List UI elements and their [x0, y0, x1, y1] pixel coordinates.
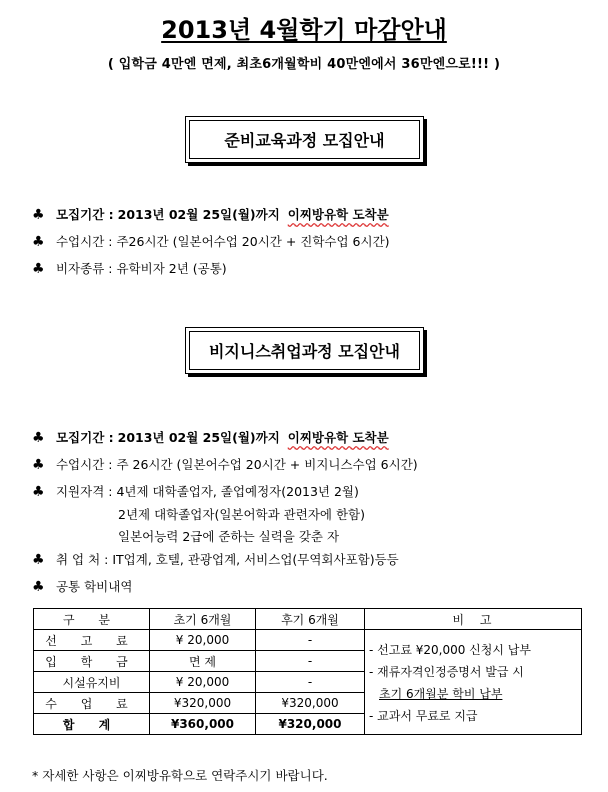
section2-bullet-4: ♣ 취 업 처 : IT업계, 호텔, 관광업계, 서비스업(무역회사포함)등등	[32, 552, 399, 568]
table-row: 입 학 금 면 제 -	[34, 651, 582, 672]
remarks-cell: - 선고료 ¥20,000 신청시 납부 - 재류자격인정증명서 발급 시 초기 6개월분 학비 납부 - 교과서 무료로 지급	[365, 630, 582, 735]
section2-heading-box	[185, 327, 424, 374]
qualification-line-3: 일본어능력 2급에 준하는 실력을 갖춘 자	[118, 529, 340, 544]
club-icon: ♣	[32, 261, 45, 277]
club-icon: ♣	[32, 579, 45, 595]
section1-bullet-3: ♣ 비자종류 : 유학비자 2년 (공통)	[32, 261, 227, 277]
section2-heading: 비지니스취업과정 모집안내	[208, 342, 401, 361]
qualification-line-2: 2년제 대학졸업자(일본어학과 관련자에 한함)	[118, 507, 365, 522]
table-row: 시설유지비 ¥ 20,000 -	[34, 672, 582, 693]
section2-bullet-2: ♣ 수업시간 : 주 26시간 (일본어수업 20시간 + 비지니스수업 6시간)	[32, 457, 418, 473]
tuition-table	[33, 608, 582, 735]
section1-bullet-1: ♣ 모집기간 : 2013년 02월 25일(월)까지 이찌방유학 도착분	[32, 207, 389, 223]
page-title: 2013년 4월학기 마감안내	[161, 16, 447, 44]
page-subtitle: ( 입학금 4만엔 면제, 최초6개월학비 40만엔에서 36만엔으로!!! )	[107, 57, 501, 72]
club-icon: ♣	[32, 430, 45, 446]
table-total-row: 합 계 ¥360,000 ¥320,000	[34, 714, 582, 735]
club-icon: ♣	[32, 484, 45, 500]
section2-bullet-1: ♣ 모집기간 : 2013년 02월 25일(월)까지 이찌방유학 도착분	[32, 430, 389, 446]
footnote: * 자세한 사항은 이찌방유학으로 연락주시기 바랍니다.	[32, 768, 328, 783]
section1-heading: 준비교육과정 모집안내	[224, 131, 385, 150]
section2-bullet-5: ♣ 공통 학비내역	[32, 579, 133, 595]
club-icon: ♣	[32, 234, 45, 250]
club-icon: ♣	[32, 457, 45, 473]
section1-heading-box	[185, 116, 424, 163]
club-icon: ♣	[32, 552, 45, 568]
table-header-row: 구 분 초기 6개월 후기 6개월 비 고	[34, 609, 582, 630]
section2-bullet-3: ♣ 지원자격 : 4년제 대학졸업자, 졸업예정자(2013년 2월)	[32, 484, 359, 500]
table-row: 수 업 료 ¥320,000 ¥320,000	[34, 693, 582, 714]
table-row: 선 고 료 ¥ 20,000 - - 선고료 ¥20,000 신청시 납부 - 재류자격인정증명서 발급 시 초기 6개월분 학비 납부 - 교과서 무료로 지급	[34, 630, 582, 651]
section1-bullet-2: ♣ 수업시간 : 주26시간 (일본어수업 20시간 + 진학수업 6시간)	[32, 234, 390, 250]
club-icon: ♣	[32, 207, 45, 223]
